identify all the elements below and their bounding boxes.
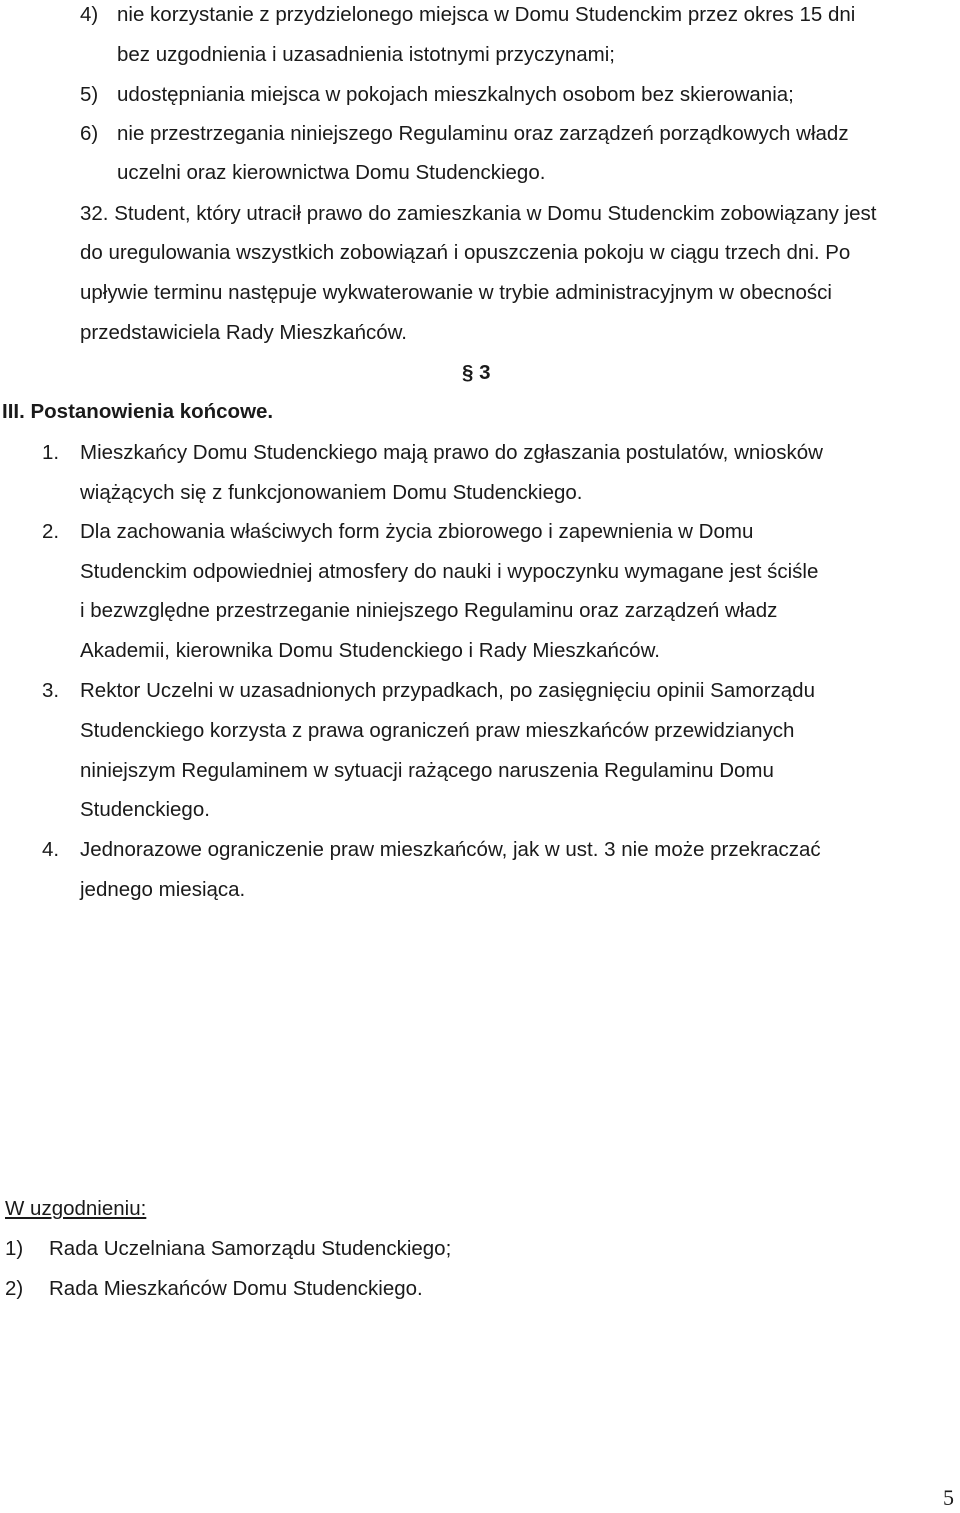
paragraph-32-line-4: przedstawiciela Rady Mieszkańców. <box>80 321 407 344</box>
final-item-1-line-1: Mieszkańcy Domu Studenckiego mają prawo do zgłaszania postulatów, wniosków <box>80 441 823 464</box>
final-item-2-number: 2. <box>42 520 60 543</box>
list-item-6-line-2: uczelni oraz kierownictwa Domu Studenckiego. <box>117 161 546 184</box>
page-number: 5 <box>943 1485 954 1510</box>
final-item-4-line-2: jednego miesiąca. <box>80 878 246 901</box>
final-item-4-number: 4. <box>42 838 60 861</box>
agreement-item-1: Rada Uczelniana Samorządu Studenckiego; <box>49 1237 452 1260</box>
final-item-2-line-3: i bezwzględne przestrzeganie niniejszego Regulaminu oraz zarządzeń władz <box>80 599 778 622</box>
list-item-5-line-1: udostępniania miejsca w pokojach mieszkalnych osobom bez skierowania; <box>117 83 794 106</box>
list-item-4-line-1: nie korzystanie z przydzielonego miejsca w Domu Studenckim przez okres 15 dni <box>117 3 856 26</box>
paragraph-32-line-2: do uregulowania wszystkich zobowiązań i opuszczenia pokoju w ciągu trzech dni. Po <box>80 241 851 264</box>
agreement-item-1-number: 1) <box>5 1237 24 1260</box>
list-item-6-line-1: nie przestrzegania niniejszego Regulaminu oraz zarządzeń porządkowych władz <box>117 122 849 145</box>
list-item-5-number: 5) <box>80 83 99 106</box>
final-item-4-line-1: Jednorazowe ograniczenie praw mieszkańców, jak w ust. 3 nie może przekraczać <box>80 838 821 861</box>
paragraph-32-line-3: upływie terminu następuje wykwaterowanie w trybie administracyjnym w obecności <box>80 281 832 304</box>
final-item-3-number: 3. <box>42 679 60 702</box>
list-item-4-line-2: bez uzgodnienia i uzasadnienia istotnymi przyczynami; <box>117 43 615 66</box>
final-item-3-line-3: niniejszym Regulaminem w sytuacji rażącego naruszenia Regulaminu Domu <box>80 759 774 782</box>
section-symbol: § 3 <box>462 361 491 384</box>
final-item-2-line-2: Studenckim odpowiedniej atmosfery do nauki i wypoczynku wymagane jest ściśle <box>80 560 819 583</box>
agreement-title: W uzgodnieniu: <box>5 1197 147 1220</box>
agreement-item-2: Rada Mieszkańców Domu Studenckiego. <box>49 1277 423 1300</box>
list-item-4-number: 4) <box>80 3 99 26</box>
final-item-1-number: 1. <box>42 441 60 464</box>
final-item-3-line-1: Rektor Uczelni w uzasadnionych przypadkach, po zasięgnięciu opinii Samorządu <box>80 679 815 702</box>
agreement-item-2-number: 2) <box>5 1277 24 1300</box>
paragraph-32-line-1: 32. Student, który utracił prawo do zamieszkania w Domu Studenckim zobowiązany jest <box>80 202 877 225</box>
final-item-2-line-4: Akademii, kierownika Domu Studenckiego i Rady Mieszkańców. <box>80 639 660 662</box>
final-item-1-line-2: wiążących się z funkcjonowaniem Domu Studenckiego. <box>80 481 583 504</box>
list-item-6-number: 6) <box>80 122 99 145</box>
final-item-2-line-1: Dla zachowania właściwych form życia zbiorowego i zapewnienia w Domu <box>80 520 754 543</box>
final-item-3-line-4: Studenckiego. <box>80 798 210 821</box>
final-item-3-line-2: Studenckiego korzysta z prawa ograniczeń praw mieszkańców przewidzianych <box>80 719 795 742</box>
section-heading: III. Postanowienia końcowe. <box>2 400 274 423</box>
